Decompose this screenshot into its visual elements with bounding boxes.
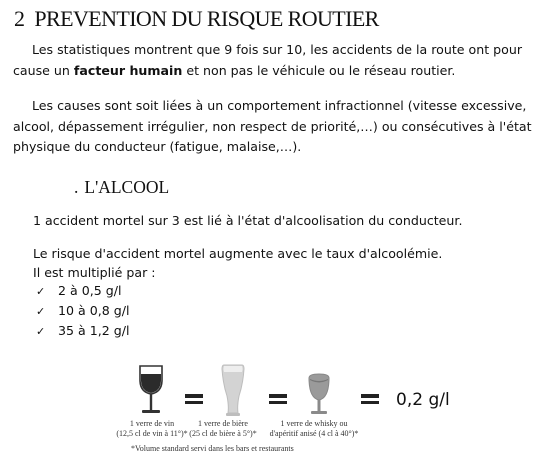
multiplier-list bbox=[36, 283, 130, 343]
wine-glass-figure bbox=[111, 364, 191, 417]
beer-caption-line2: (25 cl de bière à 5°)* bbox=[189, 429, 257, 438]
alcohol-level-result: 0,2 g/l bbox=[396, 390, 450, 410]
list-item bbox=[36, 283, 130, 303]
check-icon: ✓ bbox=[36, 325, 46, 338]
risk-line-1: Le risque d'accident mortel augmente avec le taux d'alcoolémie. bbox=[33, 246, 443, 261]
beer-caption-line1: 1 verre de bière bbox=[198, 419, 248, 428]
whisky-glass-figure bbox=[279, 364, 359, 417]
intro-p2-text: Les causes sont soit liées à un comportement infractionnel (vitesse excessive, alcool, dépassement irrégulier, non respect de priorité,…) ou consécutives à l'état physique du conducteur (fatigue, malaise,…). bbox=[13, 98, 532, 154]
alcool-title: L'ALCOOL bbox=[84, 177, 170, 197]
wine-glass-icon bbox=[136, 364, 166, 416]
check-icon: ✓ bbox=[36, 305, 46, 318]
alcool-heading bbox=[74, 177, 169, 198]
beer-glass-icon bbox=[218, 364, 248, 417]
intro-p1-text-start: Les statistiques montrent que 9 fois sur 10, les accidents de la route ont pour cause un bbox=[13, 42, 523, 78]
list-item-text: 35 à 1,2 g/l bbox=[58, 323, 130, 338]
intro-paragraph-2 bbox=[13, 96, 540, 158]
wine-caption-line1: 1 verre de vin bbox=[129, 419, 175, 428]
check-icon: ✓ bbox=[36, 285, 46, 298]
section-number: 2 bbox=[14, 6, 25, 31]
intro-p1-text-end: et non pas le véhicule ou le réseau routier. bbox=[182, 62, 456, 78]
whisky-caption-line2: d'apéritif anisé (4 cl à 40°)* bbox=[269, 429, 359, 438]
beer-glass-figure bbox=[193, 364, 273, 417]
intro-p1-bold: facteur humain bbox=[73, 62, 183, 78]
footnote: *Volume standard servi dans les bars et restaurants bbox=[131, 444, 294, 453]
alcool-stat: 1 accident mortel sur 3 est lié à l'état d'alcoolisation du conducteur. bbox=[33, 213, 463, 228]
beer-caption bbox=[178, 419, 268, 439]
list-item bbox=[36, 303, 130, 323]
whisky-caption-line1: 1 verre de whisky ou bbox=[280, 419, 348, 428]
list-item-text: 10 à 0,8 g/l bbox=[58, 303, 130, 318]
section-title: PREVENTION DU RISQUE ROUTIER bbox=[34, 6, 379, 31]
alcool-bullet: . bbox=[74, 177, 79, 197]
risk-line-2: Il est multiplié par : bbox=[33, 265, 156, 280]
list-item-text: 2 à 0,5 g/l bbox=[58, 283, 122, 298]
equals-icon bbox=[361, 393, 379, 405]
wine-caption-line2: (12,5 cl de vin à 11°)* bbox=[116, 429, 188, 438]
whisky-glass-icon bbox=[304, 364, 334, 417]
list-item bbox=[36, 323, 130, 343]
section-heading bbox=[14, 6, 379, 32]
intro-paragraph-1 bbox=[13, 40, 540, 81]
whisky-caption bbox=[264, 419, 364, 439]
